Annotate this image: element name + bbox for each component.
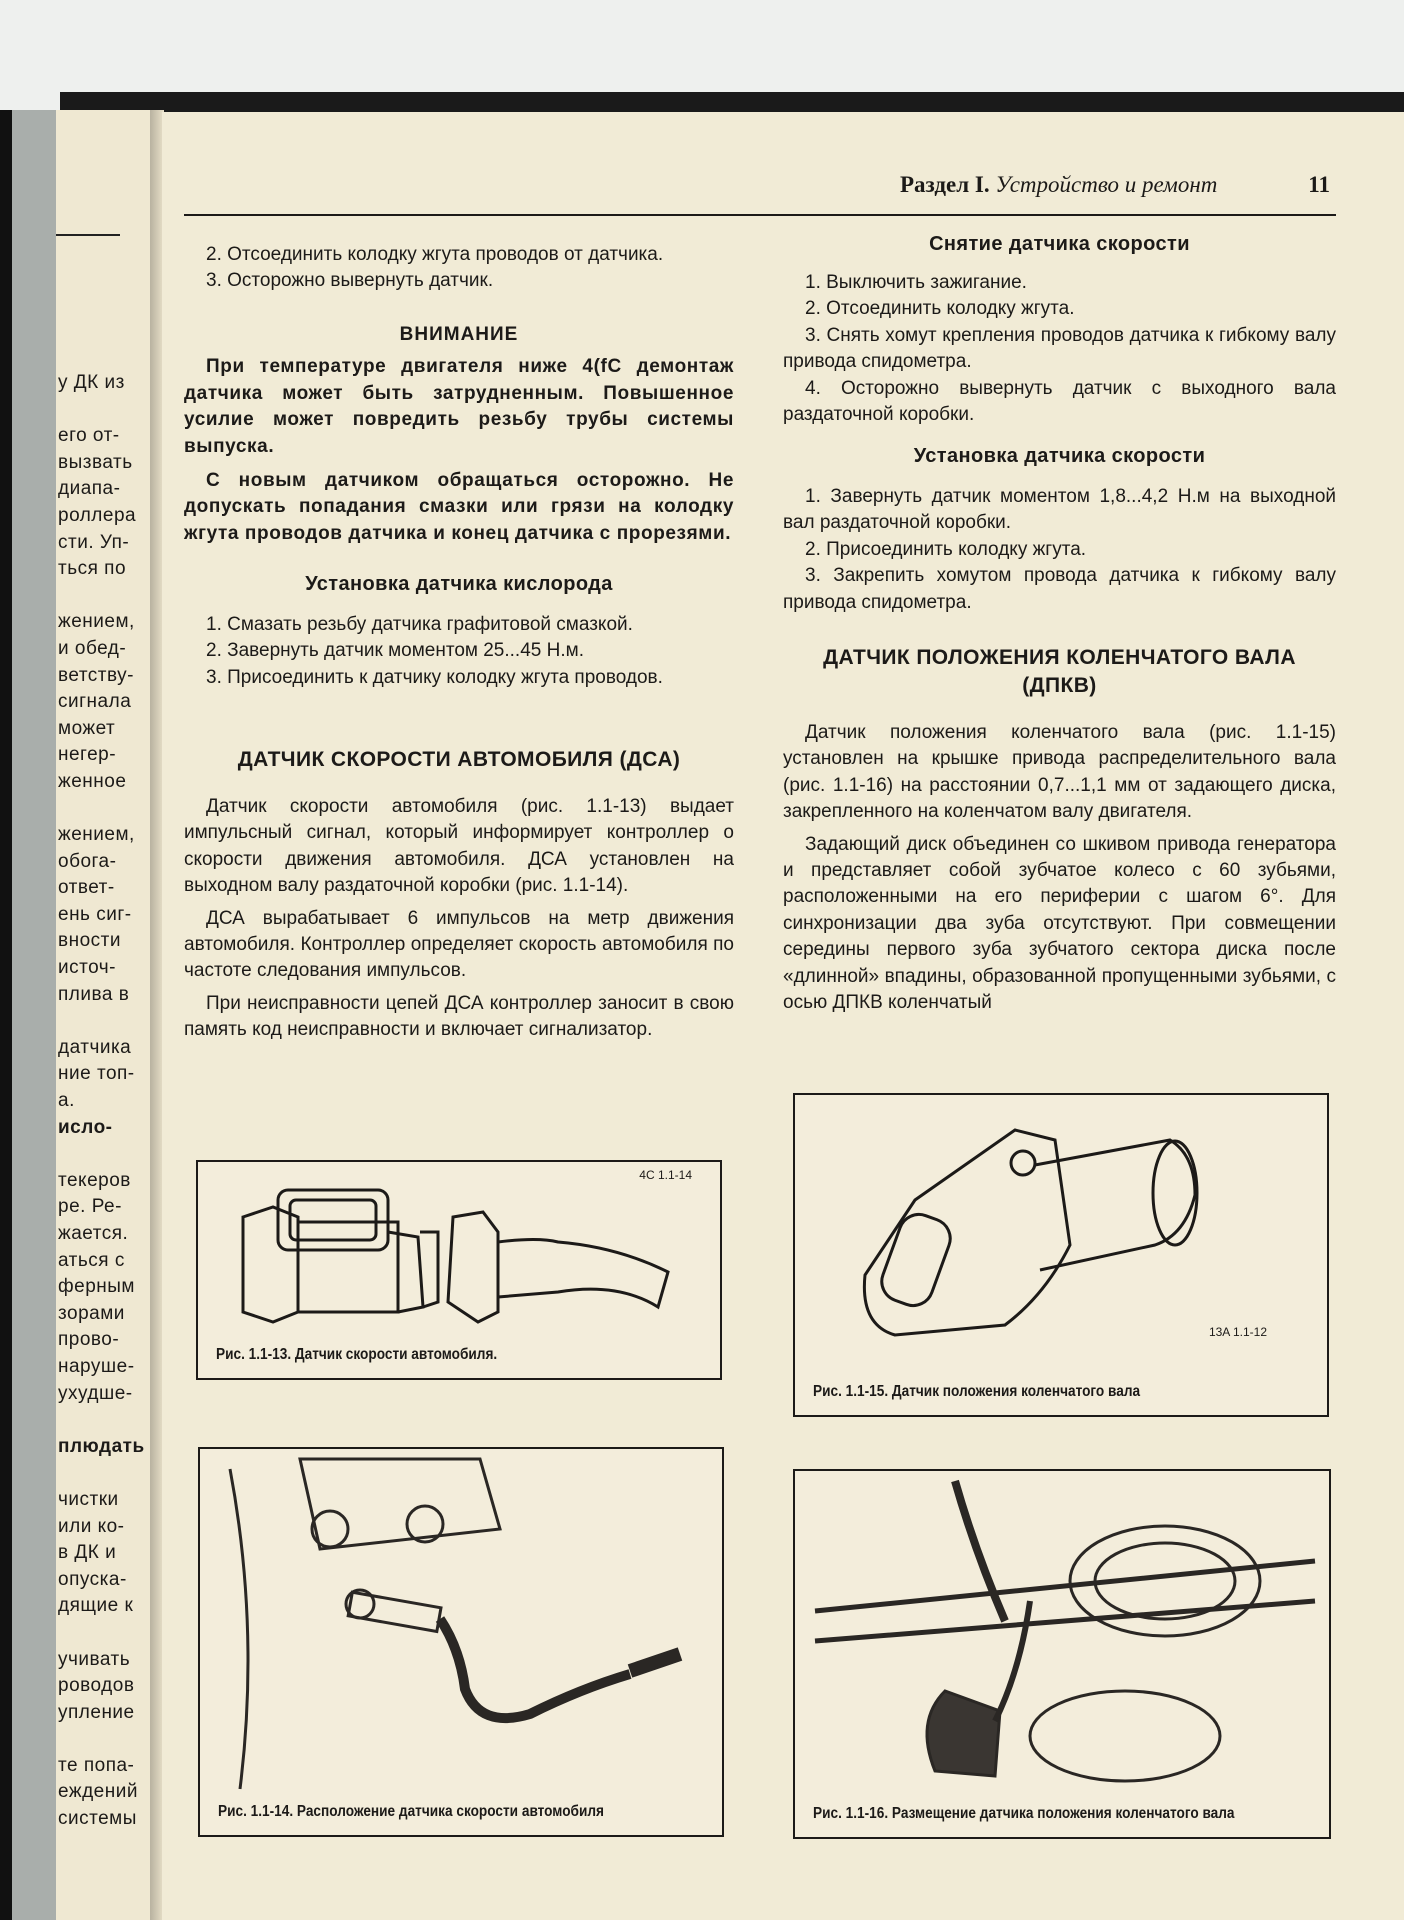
previous-page-line: текеров [58,1169,131,1191]
install-section [783,442,1336,616]
previous-page-line: ответ- [58,877,115,899]
warning-text: При температуре двигателя ниже 4(fC демонтаж датчика может быть затрудненным. Повышенное усилие может повредить резьбу трубы системы выпуска. [184,356,734,457]
step: 3. Снять хомут крепления проводов датчика к гибкому валу привода спидометра. [783,324,1336,373]
removal-section [783,230,1336,428]
previous-page-line: те попа- [58,1754,135,1776]
paragraph: Датчик скорости автомобиля (рис. 1.1-13) выдает импульсный сигнал, который информирует контроллер о скорости движения автомобиля. ДСА установлен на выходном валу раздаточной коробки (рис. 1.1-14). [184,796,734,897]
previous-page-line: вызвать [58,451,133,473]
warning-text: С новым датчиком обращаться осторожно. Не допускать попадания смазки или грязи на колодку жгута проводов датчика и конец датчика с прорезями. [184,470,734,544]
section-title: Устройство и ремонт [995,172,1218,197]
figure-caption: Рис. 1.1-16. Размещение датчика положения коленчатого вала [813,1805,1235,1822]
step: 4. Осторожно вывернуть датчик с выходного вала раздаточной коробки. [783,377,1336,426]
step: 2. Завернуть датчик моментом 25...45 Н.м. [206,640,584,662]
previous-page-line: обога- [58,850,117,872]
previous-page-line: ферным [58,1276,135,1298]
previous-page-line: у ДК из [58,372,125,393]
previous-page-line: ухудше- [58,1382,133,1404]
previous-page-line: жением, [58,611,135,633]
previous-page-line: или ко- [58,1515,125,1537]
step: 1. Выключить зажигание. [805,272,1027,293]
figure-1-1-13 [196,1160,722,1380]
steps-top [184,242,734,295]
paragraph: ДСА вырабатывает 6 импульсов на метр движения автомобиля. Контроллер определяет скорость автомобиля по частоте следования импульсов. [184,907,734,982]
figure-1-1-15 [793,1093,1329,1417]
previous-page-line: зорами [58,1302,125,1324]
previous-page-line [58,397,145,424]
previous-page-line: его от- [58,425,120,447]
previous-page-line: вности [58,930,121,952]
previous-page-line: ре. Ре- [58,1196,122,1218]
previous-page-line [58,1460,145,1487]
previous-page-line: ться по [58,558,127,580]
previous-page-line: исло- [58,1116,113,1138]
previous-page-line: прово- [58,1329,120,1351]
previous-page-line: женное [58,770,127,792]
ckp-section [783,644,1336,1016]
previous-page-line: дящие к [58,1595,134,1617]
step: 2. Отсоединить колодку жгута проводов от датчика. [206,244,664,265]
previous-page-line: еждений [58,1781,138,1803]
previous-page-line: источ- [58,957,116,979]
crankshaft-sensor-illustration [795,1095,1327,1415]
chapter-heading: ДАТЧИК ПОЛОЖЕНИЯ КОЛЕНЧАТОГО ВАЛА (ДПКВ) [823,646,1296,697]
previous-page-line: сигнала [58,691,132,713]
previous-page-line: в ДК и [58,1542,117,1564]
previous-page-line: может [58,717,116,739]
previous-page-line: роллера [58,504,137,526]
paragraph: Датчик положения коленчатого вала (рис. 1.1-15) установлен на крышке привода распределительного вала (рис. 1.1-16) на расстоянии 0,7...1,1 мм от задающего диска, закрепленного на коленчатом валу двигателя. [783,722,1336,823]
paragraph: Задающий диск объединен со шкивом привода генератора и представляет собой зубчатое колесо с 60 зубьями, расположенными на его периферии с шагом 6°. Для синхронизации два зуба отсутствуют. При совмещении середины первого зуба зубчатого сектора диска после «длинной» впадины, образованной пропущенными зубьями, с осью ДПКВ коленчатый [783,833,1336,1014]
previous-page-line [58,1726,145,1753]
previous-page-line: и обед- [58,637,127,659]
step: 3. Закрепить хомутом провода датчика к гибкому валу привода спидометра. [783,565,1336,613]
figure-1-1-14 [198,1447,724,1837]
previous-page-strip [56,110,156,1920]
o2-install-section [184,570,734,691]
warning-block [184,322,734,547]
section-label: Раздел I. [900,172,990,197]
previous-page-line: упление [58,1701,135,1723]
previous-page-line: наруше- [58,1355,135,1377]
step: 3. Присоединить к датчику колодку жгута проводов. [206,666,663,688]
figure-code: 4C 1.1-14 [639,1168,692,1182]
previous-page-line: сти. Уп- [58,531,130,553]
scan-grey-edge [12,110,58,1920]
page-number: 11 [1308,172,1330,197]
previous-page-line: ветству- [58,664,135,686]
previous-page-line: опуска- [58,1568,127,1590]
previous-page-line: а. [58,1090,75,1112]
figure-caption: Рис. 1.1-13. Датчик скорости автомобиля. [216,1346,498,1363]
previous-page-line [58,1141,145,1168]
step: 1. Смазать резьбу датчика графитовой смазкой. [206,614,633,635]
previous-page-line: датчика [58,1036,132,1058]
step: 3. Осторожно вывернуть датчик. [206,270,494,292]
header-rule [184,214,1336,216]
previous-page-line: плива в [58,983,130,1005]
paragraph: При неисправности цепей ДСА контроллер заносит в свою память код неисправности и включает сигнализатор. [184,992,734,1041]
previous-page-line: роводов [58,1675,135,1697]
section-heading: Установка датчика скорости [913,445,1206,467]
warning-title: ВНИМАНИЕ [399,324,519,345]
figure-code: 13A 1.1-12 [1208,1325,1267,1339]
speed-sensor-location-photo [200,1449,722,1835]
previous-page-line: жается. [58,1223,129,1244]
previous-page-line: чистки [58,1488,119,1510]
previous-page-line: диапа- [58,478,121,500]
step: 2. Присоединить колодку жгута. [805,538,1087,560]
previous-page-line: аться с [58,1249,125,1271]
scan-top-edge [60,92,1404,114]
figure-1-1-16 [793,1469,1331,1839]
step: 2. Отсоединить колодку жгута. [805,298,1075,320]
scan-black-edge [0,110,12,1920]
previous-page-text [58,370,145,1833]
chapter-heading: ДАТЧИК СКОРОСТИ АВТОМОБИЛЯ (ДСА) [237,748,681,771]
previous-page-line: системы [58,1808,137,1830]
figure-caption: Рис. 1.1-14. Расположение датчика скорости автомобиля [218,1803,604,1820]
section-heading: Снятие датчика скорости [929,233,1190,255]
section-heading: Установка датчика кислорода [305,573,613,595]
crankshaft-sensor-location-photo [795,1471,1329,1837]
running-header [900,172,1330,198]
previous-page-line [58,1407,145,1434]
previous-page-line: ние топ- [58,1063,135,1085]
previous-page-line: ень сиг- [58,903,132,925]
previous-page-line: плюдать [58,1435,145,1457]
previous-page-rule [56,234,120,236]
previous-page-line: жением, [58,824,135,846]
previous-page-line [58,1008,145,1035]
previous-page-line: негер- [58,744,117,766]
previous-page-line [58,796,145,823]
figure-caption: Рис. 1.1-15. Датчик положения коленчатого вала [813,1383,1141,1400]
previous-page-line: учивать [58,1648,131,1670]
step: 1. Завернуть датчик моментом 1,8...4,2 Н.м на выходной вал раздаточной коробки. [783,486,1336,534]
vss-section [184,746,734,1044]
previous-page-line [58,583,145,610]
previous-page-line [58,1620,145,1647]
